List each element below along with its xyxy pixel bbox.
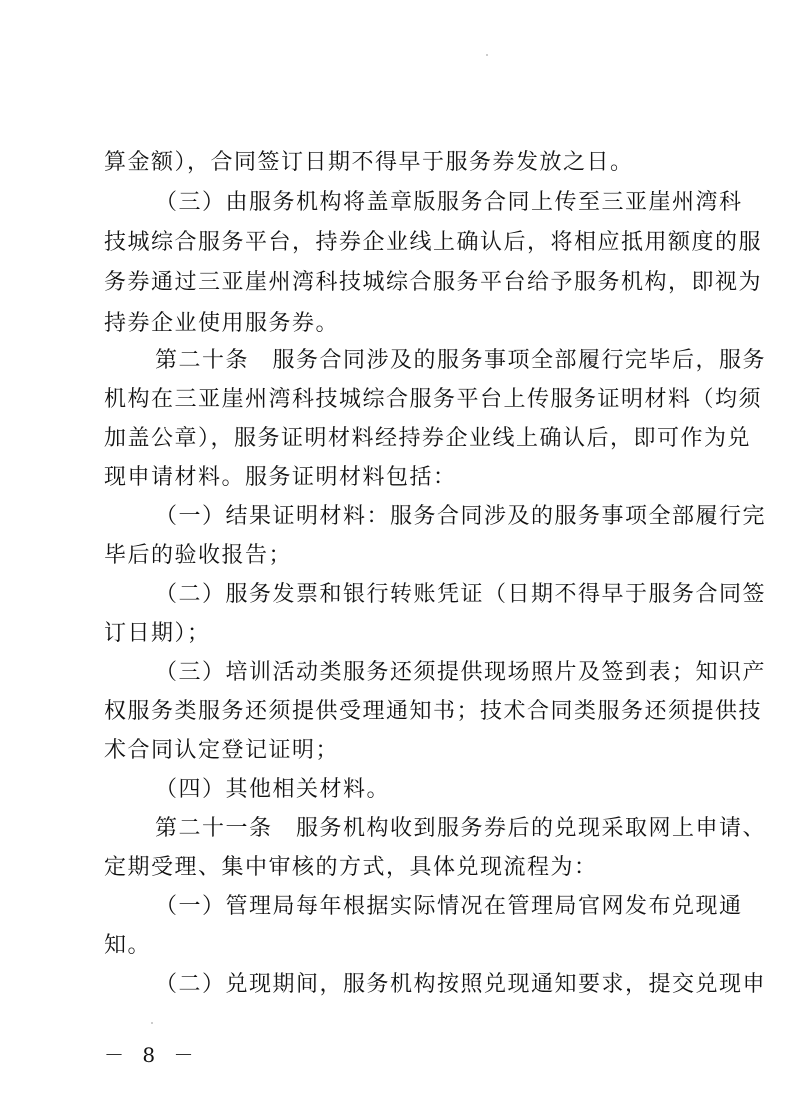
text-line: 技城综合服务平台，持券企业线上确认后，将相应抵用额度的服	[104, 230, 763, 255]
text-line: 务券通过三亚崖州湾科技城综合服务平台给予服务机构，即视为	[104, 270, 763, 295]
text-line: （三）培训活动类服务还须提供现场照片及签到表；知识产	[155, 660, 767, 685]
text-line: （一）管理局每年根据实际情况在管理局官网发布兑现通	[155, 894, 743, 919]
text-line: 机构在三亚崖州湾科技城综合服务平台上传服务证明材料（均须	[104, 387, 763, 412]
text-line: （四）其他相关材料。	[155, 777, 391, 802]
text-line: 现申请材料。服务证明材料包括：	[104, 465, 457, 490]
text-line: 术合同认定登记证明；	[104, 738, 340, 763]
text-line: 算金额），合同签订日期不得早于服务券发放之日。	[104, 150, 634, 175]
text-line: 持券企业使用服务券。	[104, 311, 340, 336]
article-heading-line: 第二十条 服务合同涉及的服务事项全部履行完毕后，服务	[155, 348, 767, 373]
text-line: （一）结果证明材料：服务合同涉及的服务事项全部履行完	[155, 504, 767, 529]
text-line: （二）兑现期间，服务机构按照兑现通知要求，提交兑现申	[155, 972, 767, 997]
text-line: （三）由服务机构将盖章版服务合同上传至三亚崖州湾科	[155, 190, 743, 215]
scan-speck	[486, 54, 488, 56]
text-line: （二）服务发票和银行转账凭证（日期不得早于服务合同签	[155, 582, 767, 607]
text-line: 知。	[104, 933, 152, 958]
text-line: 毕后的验收报告；	[104, 543, 293, 568]
text-line: 订日期）；	[104, 621, 211, 646]
scan-speck	[151, 1022, 153, 1024]
text-line: 权服务类服务还须提供受理通知书；技术合同类服务还须提供技	[104, 699, 763, 724]
text-line: 定期受理、集中审核的方式，具体兑现流程为：	[104, 855, 598, 880]
article-heading-line: 第二十一条 服务机构收到服务券后的兑现采取网上申请、	[155, 816, 767, 841]
page-number: － 8 －	[104, 1043, 200, 1067]
text-line: 加盖公章），服务证明材料经持券企业线上确认后，即可作为兑	[104, 426, 752, 451]
